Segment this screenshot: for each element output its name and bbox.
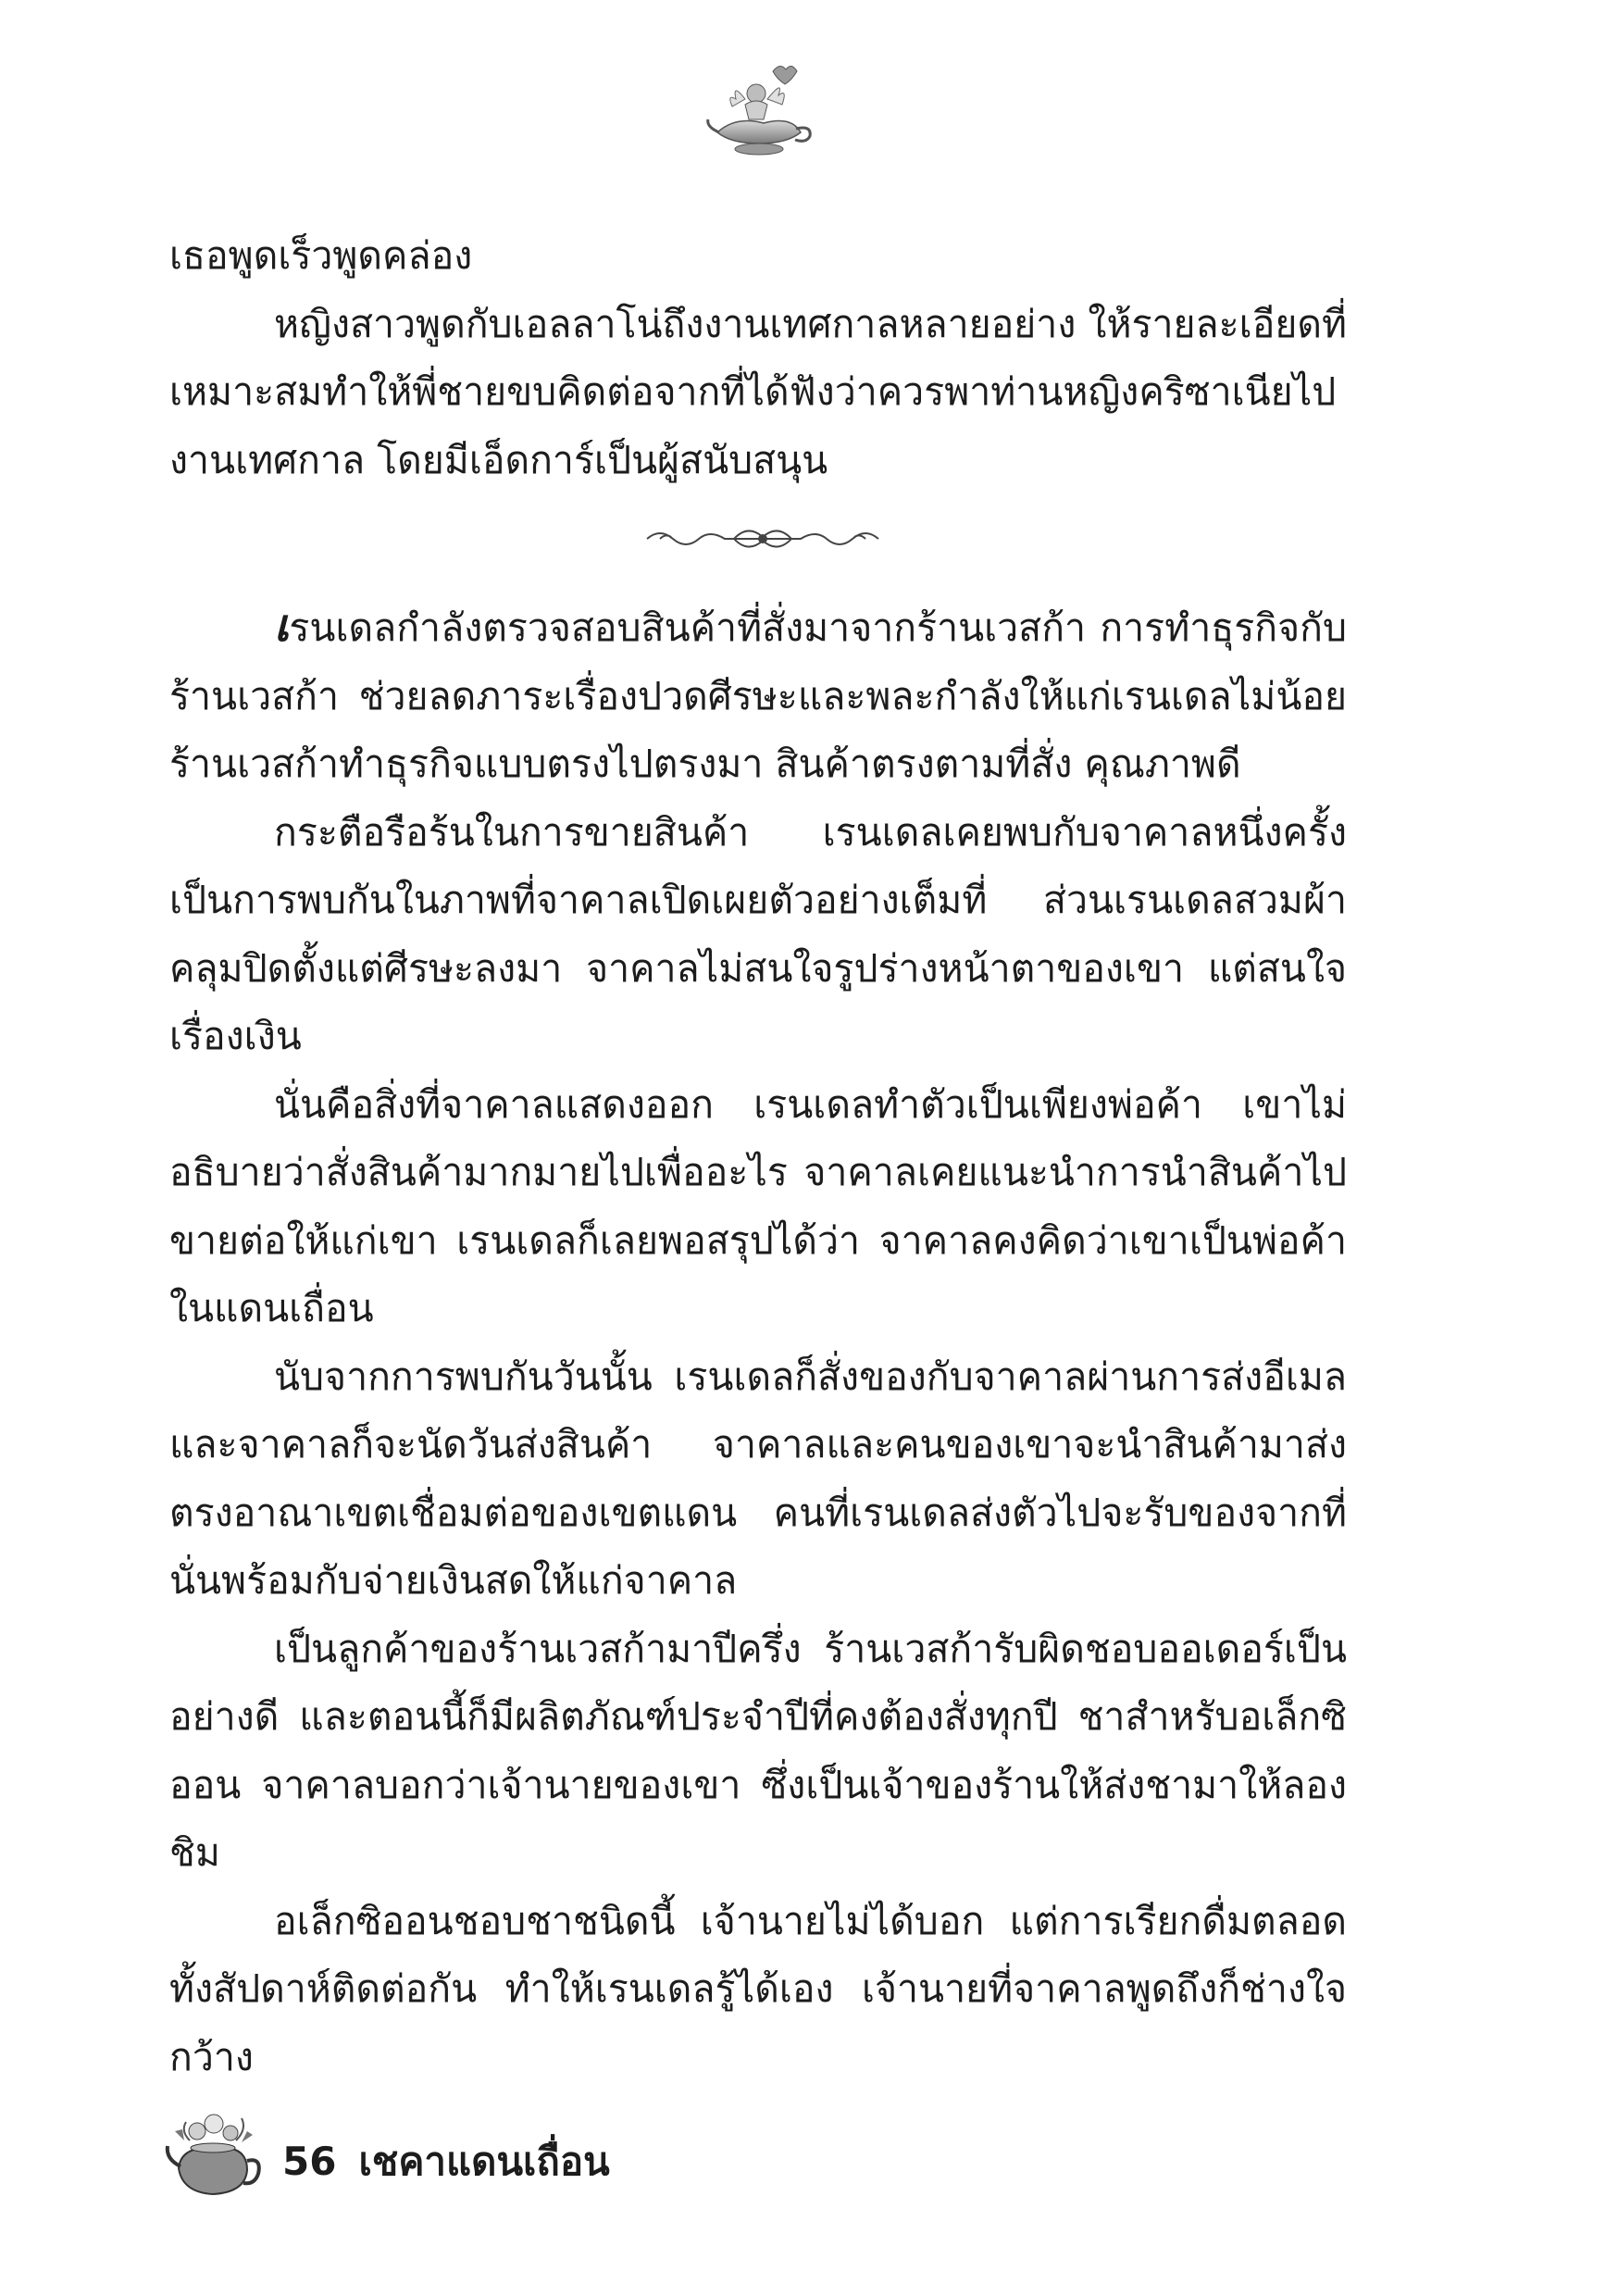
paragraph: กระตือรือร้นในการขายสินค้า เรนเดลเคยพบกับจาคาลหนึ่งครั้ง เป็นการพบกันในภาพที่จาคาลเปิดเผยตัวอย่างเต็มที่ ส่วนเรนเดลสวมผ้าคลุมปิดตั้งแต่ศีรษะลงมา จาคาลไม่สนใจรูปร่างหน้าตาของเขา แต่สนใจเรื่องเงิน [169,809,1347,1058]
page-footer [162,2103,810,2205]
paragraph: อเล็กซิออนชอบชาชนิดนี้ เจ้านายไม่ได้บอก แต่การเรียกดื่มตลอดทั้งสัปดาห์ติดต่อกัน ทำให้เรนเดลรู้ได้เอง เจ้านายที่จาคาลพูดถึงก็ช่างใจกว้าง [169,1898,1347,2079]
paragraph: เธอพูดเร็วพูดคล่อง [169,233,473,278]
paragraph-text: รนเดลกำลังตรวจสอบสินค้าที่สั่งมาจากร้านเวสก้า การทำธุรกิจกับร้านเวสก้า ช่วยลดภาระเรื่องปวดศีรษะและพละกำลังให้แก่เรนเดลไม่น้อยร้านเวสก้าทำธุรกิจแบบตรงไปตรงมา สินค้าตรงตามที่สั่ง คุณภาพดี [169,605,1347,786]
paragraph [169,593,1347,799]
book-title: เชคาแดนเถื่อน [358,2139,610,2184]
scroll-flourish-divider-icon [641,517,884,561]
section-1-text [169,222,1347,494]
section-2-text [169,593,1347,2091]
paragraph: เป็นลูกค้าของร้านเวสก้ามาปีครึ่ง ร้านเวสก้ารับผิดชอบออเดอร์เป็นอย่างดี และตอนนี้ก็มีผลิตภัณฑ์ประจำปีที่คงต้องสั่งทุกปี ชาสำหรับอเล็กซิออน จาคาลบอกว่าเจ้านายของเขา ซึ่งเป็นเจ้าของร้านให้ส่งชามาให้ลองชิม [169,1626,1347,1875]
paragraph: นั่นคือสิ่งที่จาคาลแสดงออก เรนเดลทำตัวเป็นเพียงพ่อค้า เขาไม่อธิบายว่าสั่งสินค้ามากมายไปเพื่ออะไร จาคาลเคยแนะนำการนำสินค้าไปขายต่อให้แก่เขา เรนเดลก็เลยพอสรุปได้ว่า จาคาลคงคิดว่าเขาเป็นพ่อค้าในแดนเถื่อน [169,1081,1347,1330]
paragraph: หญิงสาวพูดกับเอลลาโน่ถึงงานเทศกาลหลายอย่าง ให้รายละเอียดที่เหมาะสมทำให้พี่ชายขบคิดต่อจากที่ได้ฟังว่าควรพาท่านหญิงคริซาเนียไปงานเทศกาล โดยมีเอ็ดการ์เป็นผู้สนับสนุน [169,301,1347,482]
lamp-cupid-ornament-icon [699,51,819,171]
paragraph: นับจากการพบกันวันนั้น เรนเดลก็สั่งของกับจาคาลผ่านการส่งอีเมล และจาคาลก็จะนัดวันส่งสินค้า จาคาลและคนของเขาจะนำสินค้ามาส่งตรงอาณาเขตเชื่อมต่อของเขตแดน คนที่เรนเดลส่งตัวไปจะรับของจากที่นั่นพร้อมกับจ่ายเงินสดให้แก่จาคาล [169,1354,1347,1603]
page-number: 56 [282,2139,337,2184]
drop-cap: เ [274,600,290,652]
teapot-flowers-icon [162,2103,264,2205]
footer-text [282,2131,610,2192]
